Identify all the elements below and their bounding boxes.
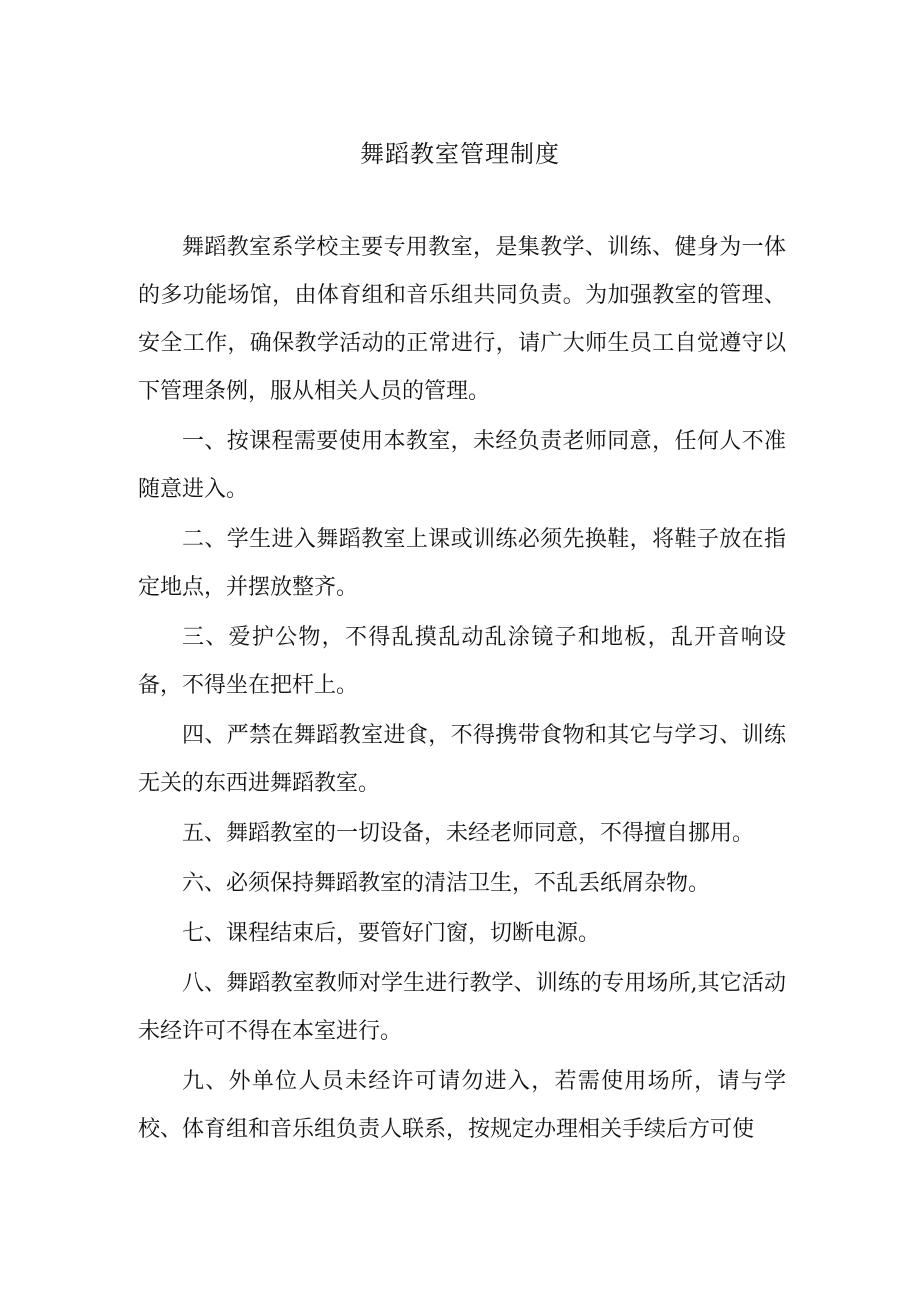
document-title: 舞蹈教室管理制度 <box>360 140 560 168</box>
rule-8-paragraph: 八、舞蹈教室教师对学生进行教学、训练的专用场所,其它活动未经许可不得在本室进行。 <box>138 971 786 1044</box>
rule-1-paragraph: 一、按课程需要使用本教室，未经负责老师同意，任何人不准随意进入。 <box>138 429 786 502</box>
rule-6-paragraph: 六、必须保持舞蹈教室的清洁卫生，不乱丢纸屑杂物。 <box>182 871 711 896</box>
rule-5-paragraph: 五、舞蹈教室的一切设备，未经老师同意，不得擅自挪用。 <box>182 821 755 846</box>
rule-7-paragraph: 七、课程结束后，要管好门窗，切断电源。 <box>182 921 601 946</box>
document-body <box>138 224 786 1154</box>
rule-2-paragraph: 二、学生进入舞蹈教室上课或训练必须先换鞋，将鞋子放在指定地点，并摆放整齐。 <box>138 527 786 600</box>
rule-3-paragraph: 三、爱护公物，不得乱摸乱动乱涂镜子和地板，乱开音响设备，不得坐在把杆上。 <box>138 625 786 698</box>
intro-paragraph: 舞蹈教室系学校主要专用教室，是集教学、训练、健身为一体的多功能场馆，由体育组和音乐组共同负责。为加强教室的管理、安全工作，确保教学活动的正常进行，请广大师生员工自觉遵守以下管理条例，服从相关人员的管理。 <box>138 235 786 404</box>
rule-4-paragraph: 四、严禁在舞蹈教室进食，不得携带食物和其它与学习、训练无关的东西进舞蹈教室。 <box>138 723 786 796</box>
rule-9-paragraph: 九、外单位人员未经许可请勿进入，若需使用场所，请与学校、体育组和音乐组负责人联系，按规定办理相关手续后方可使 <box>138 1069 786 1142</box>
